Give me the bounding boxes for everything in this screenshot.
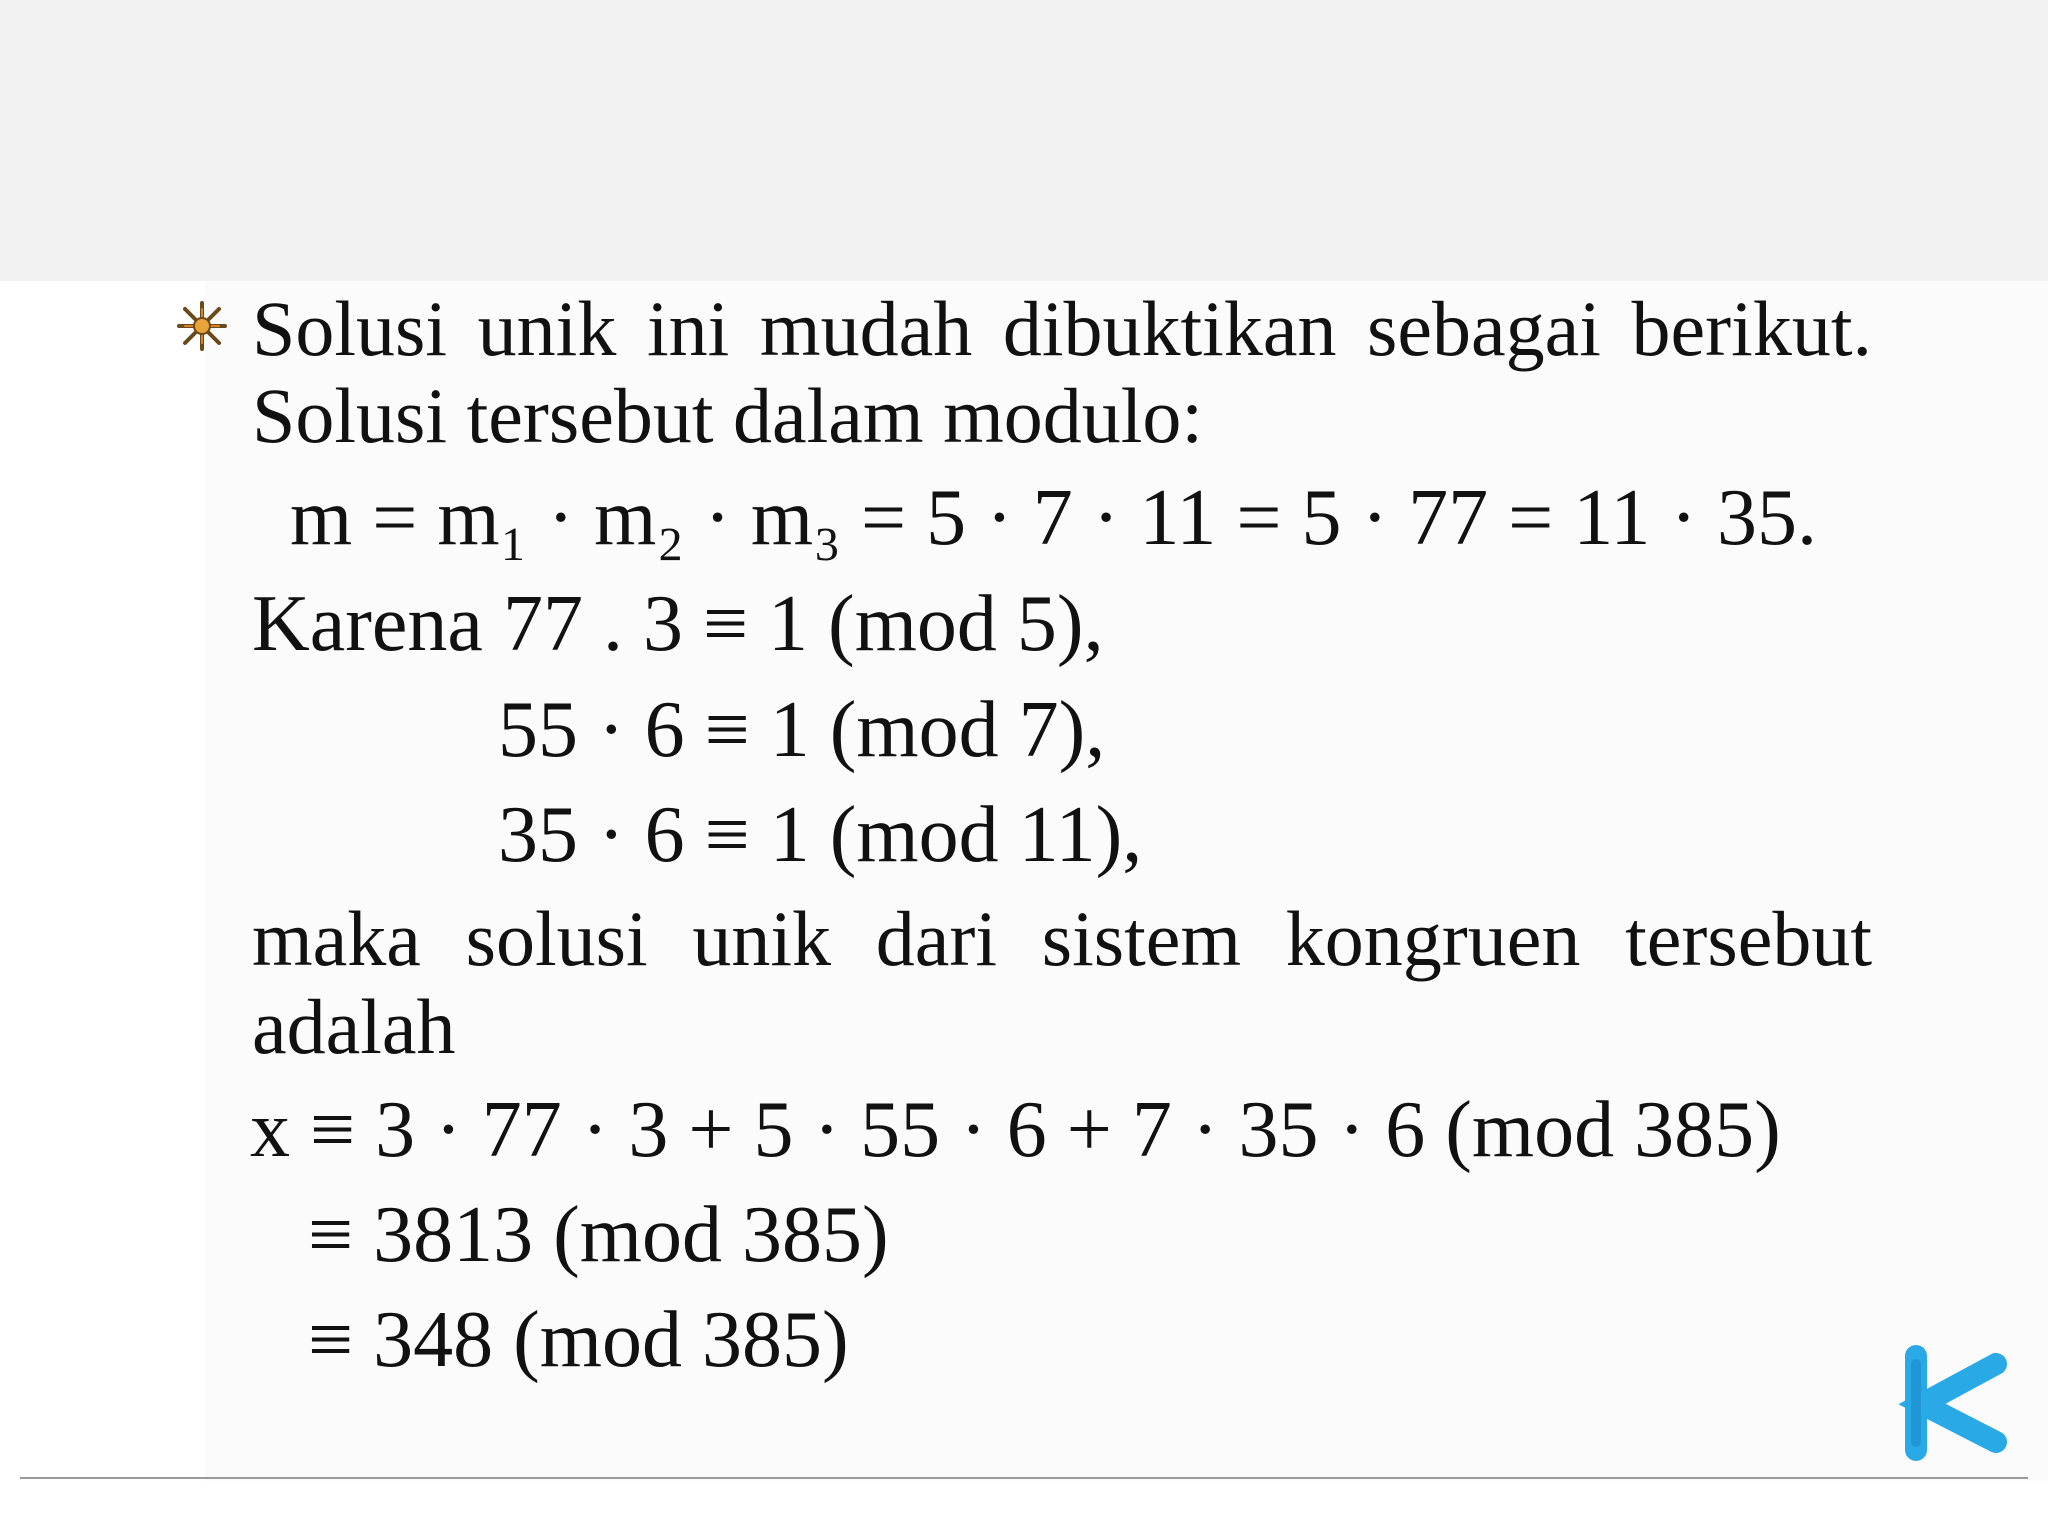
slide-header-band [0,0,2048,281]
congruence-line-mod-11: 35 · 6 ≡ 1 (mod 11), [498,791,1143,879]
solution-equation: x ≡ 3 · 77 · 3 + 5 · 55 · 6 + 7 · 35 · 6 (mod 385) [250,1086,1781,1174]
slide-text-line-1: Solusi unik ini mudah dibuktikan sebagai berikut. [252,285,1872,372]
slide-text-line-8: adalah [252,983,456,1070]
star-burst-icon [176,300,228,352]
slide-text-line-2: Solusi tersebut dalam modulo: [252,372,1204,459]
congruence-line-mod-7: 55 · 6 ≡ 1 (mod 7), [498,686,1106,774]
brand-k-logo-icon [1896,1334,2016,1470]
solution-step-348: ≡ 348 (mod 385) [308,1296,849,1384]
bottom-divider [20,1477,2028,1479]
modulus-equation: m = m₁ · m₂ · m₃ = 5 · 7 · 11 = 5 · 77 = 11 · 35. [290,474,1817,562]
congruence-line-mod-5: Karena 77 . 3 ≡ 1 (mod 5), [252,580,1104,668]
slide-text-line-7: maka solusi unik dari sistem kongruen tersebut [252,895,1872,982]
solution-step-3813: ≡ 3813 (mod 385) [308,1191,889,1279]
